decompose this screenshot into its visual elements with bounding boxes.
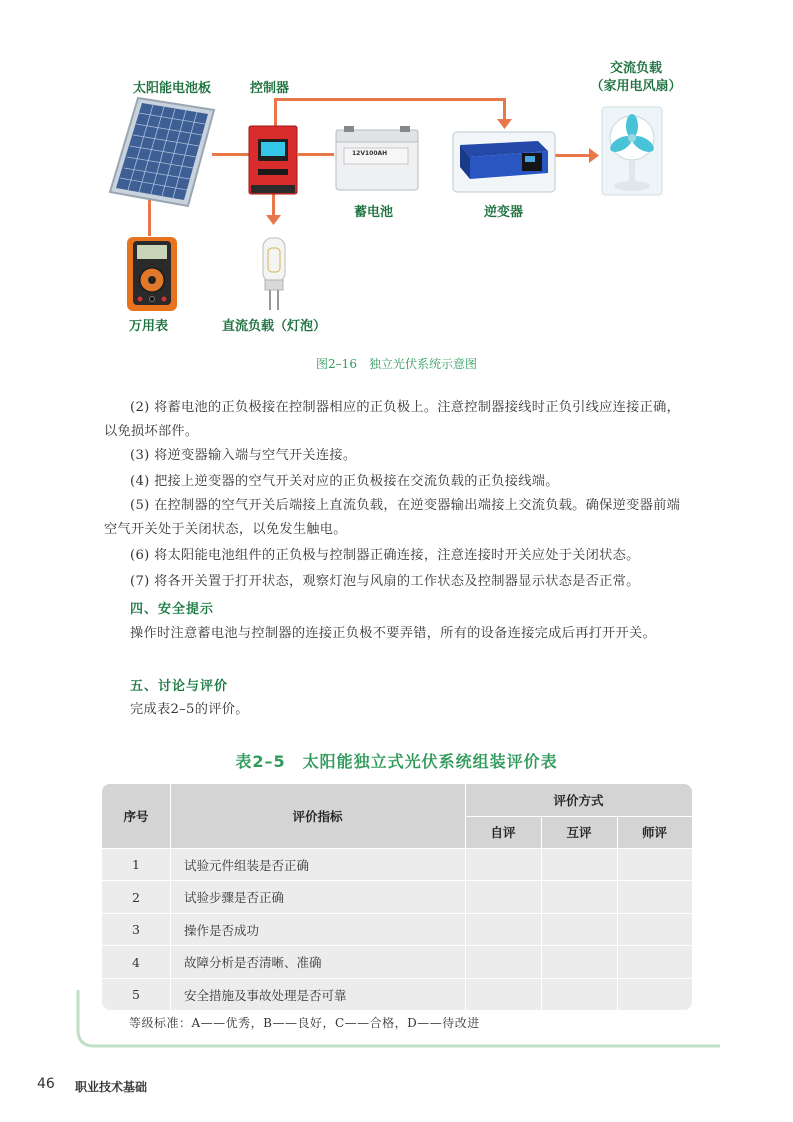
header-peer: 互评 [541, 816, 617, 848]
header-method: 评价方式 [465, 784, 692, 816]
wire-controller-to-dc-load [272, 193, 275, 217]
section-heading-evaluation: 五、讨论与评价 [130, 679, 229, 694]
book-title: 职业技术基础 [75, 1080, 148, 1094]
table-title: 表2–5 太阳能独立式光伏系统组装评价表 [235, 752, 558, 771]
label-ac-load-line2: （家用电风扇） [590, 79, 682, 94]
step-4-text: (4) 把接上逆变器的空气开关对应的正负极接在交流负载的正负接线端。 [130, 474, 559, 489]
evaluation-text: 完成表2–5的评价。 [130, 702, 249, 717]
label-controller: 控制器 [250, 81, 290, 96]
wire-controller-up [274, 98, 277, 126]
header-teacher: 师评 [617, 816, 692, 848]
label-solar-panel: 太阳能电池板 [133, 81, 212, 96]
step-6-text: (6) 将太阳能电池组件的正负极与控制器正确连接，注意连接时开关应处于关闭状态。 [130, 548, 640, 563]
decorative-frame-line [74, 990, 724, 1052]
row-2-no: 2 [132, 889, 140, 905]
fan-image [601, 106, 663, 196]
label-inverter: 逆变器 [484, 205, 524, 220]
row-4-indicator: 故障分析是否清晰、准确 [184, 955, 322, 970]
label-dc-load: 直流负载（灯泡） [222, 319, 327, 334]
arrow-right-icon [589, 148, 600, 163]
grid-line [170, 784, 171, 1010]
section-heading-safety: 四、安全提示 [130, 602, 215, 617]
controller-image [248, 125, 298, 195]
header-self: 自评 [465, 816, 541, 848]
row-3-no: 3 [132, 922, 140, 937]
wire-inverter-to-ac-load [555, 154, 591, 157]
row-5-indicator: 安全措施及事故处理是否可靠 [184, 987, 347, 1003]
wire-top-horizontal [274, 98, 506, 101]
step-5-text: (5) 在控制器的空气开关后端接上直流负载，在逆变器输出端接上交流负载。确保逆变器前端空气开关处于关闭状态，以免发生触电。 [104, 498, 681, 537]
wire-panel-to-controller [212, 153, 250, 156]
label-battery: 蓄电池 [354, 205, 394, 220]
grading-standard-note: 等级标准：A——优秀，B——良好，C——合格，D——待改进 [129, 1016, 480, 1030]
row-2-indicator: 试验步骤是否正确 [184, 890, 285, 905]
step-7-text: (7) 将各开关置于打开状态，观察灯泡与风扇的工作状态及控制器显示状态是否正常。 [130, 574, 640, 589]
page-number: 46 [37, 1076, 55, 1092]
step-2-text: (2) 将蓄电池的正负极接在控制器相应的正负极上。注意控制器接线时正负引线应连接正确，以免损坏部件。 [104, 400, 681, 439]
arrow-down-icon [266, 215, 281, 226]
row-4-no: 4 [132, 954, 140, 970]
battery-image [334, 126, 420, 192]
grid-line [465, 784, 466, 1010]
header-indicator: 评价指标 [170, 784, 465, 848]
row-3-indicator: 操作是否成功 [184, 922, 260, 938]
bulb-image [256, 234, 292, 314]
wire-controller-to-battery [298, 153, 334, 156]
evaluation-table [102, 784, 692, 1010]
safety-text: 操作时注意蓄电池与控制器的连接正负极不要弄错，所有的设备连接完成后再打开开关。 [130, 626, 657, 641]
solar-panel-image [108, 96, 216, 208]
arrow-down-icon [497, 119, 512, 130]
multimeter-image [126, 236, 178, 312]
label-ac-load [586, 60, 686, 96]
header-no: 序号 [102, 784, 170, 848]
label-ac-load-line1: 交流负载 [609, 61, 662, 76]
figure-caption: 图2–16 独立光伏系统示意图 [316, 357, 477, 371]
row-5-no: 5 [132, 987, 140, 1002]
inverter-image [452, 131, 556, 193]
row-1-indicator: 试验元件组装是否正确 [184, 857, 310, 873]
grid-line [465, 816, 692, 817]
label-multimeter: 万用表 [129, 319, 169, 334]
battery-spec-text: 12V100AH [352, 150, 388, 157]
step-3-text: (3) 将逆变器输入端与空气开关连接。 [130, 448, 357, 463]
row-1-no: 1 [132, 857, 140, 872]
